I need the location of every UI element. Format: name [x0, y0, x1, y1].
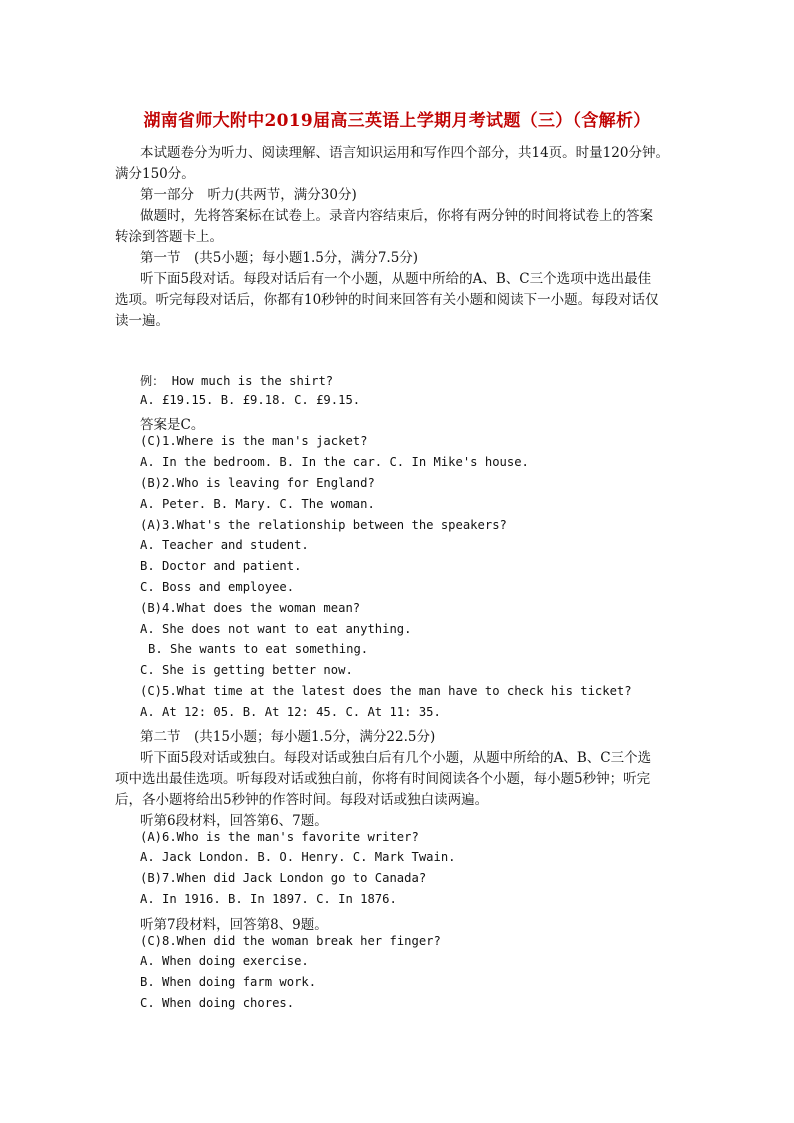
question-8-option-b: B. When doing farm work.: [140, 975, 317, 989]
question-8: (C)8.When did the woman break her finger?: [140, 934, 441, 948]
question-3-option-b: B. Doctor and patient.: [140, 559, 302, 573]
intro-line-1: 本试题卷分为听力、阅读理解、语言知识运用和写作四个部分，共14页。时量120分钟。: [140, 145, 669, 161]
material-7-heading: 听第7段材料，回答第8、9题。: [140, 917, 328, 933]
question-2: (B)2.Who is leaving for England?: [140, 476, 375, 490]
question-3-option-a: A. Teacher and student.: [140, 538, 309, 552]
question-4-option-b: B. She wants to eat something.: [148, 642, 369, 656]
section2-heading: 第二节 (共15小题；每小题1.5分，满分22.5分): [140, 729, 436, 745]
question-1-options: A. In the bedroom. B. In the car. C. In Mike's house.: [140, 455, 529, 469]
question-7-options: A. In 1916. B. In 1897. C. In 1876.: [140, 892, 397, 906]
material-6-heading: 听第6段材料，回答第6、7题。: [140, 813, 328, 829]
question-4: (B)4.What does the woman mean?: [140, 601, 361, 615]
question-7: (B)7.When did Jack London go to Canada?: [140, 871, 427, 885]
section2-instructions-1: 听下面5段对话或独白。每段对话或独白后有几个小题，从题中所给的A、B、C三个选: [140, 750, 652, 766]
question-5: (C)5.What time at the latest does the man have to check his ticket?: [140, 684, 632, 698]
question-3-option-c: C. Boss and employee.: [140, 580, 295, 594]
question-4-option-c: C. She is getting better now.: [140, 663, 353, 677]
intro-line-2: 满分150分。: [115, 166, 195, 182]
question-2-options: A. Peter. B. Mary. C. The woman.: [140, 497, 375, 511]
question-4-option-a: A. She does not want to eat anything.: [140, 622, 412, 636]
example-answer: 答案是C。: [140, 417, 205, 433]
part1-heading: 第一部分 听力(共两节，满分30分): [140, 187, 357, 203]
instructions-line-2: 转涂到答题卡上。: [115, 229, 223, 245]
section2-instructions-3: 后，各小题将给出5秒钟的作答时间。每段对话或独白读两遍。: [115, 792, 489, 808]
question-3: (A)3.What's the relationship between the speakers?: [140, 518, 507, 532]
question-6: (A)6.Who is the man's favorite writer?: [140, 830, 419, 844]
question-1: (C)1.Where is the man's jacket?: [140, 434, 368, 448]
instructions-line-1: 做题时，先将答案标在试卷上。录音内容结束后，你将有两分钟的时间将试卷上的答案: [140, 208, 653, 224]
section1-heading: 第一节 (共5小题；每小题1.5分，满分7.5分): [140, 250, 419, 266]
section1-instructions-2: 选项。听完每段对话后，你都有10秒钟的时间来回答有关小题和阅读下一小题。每段对话仅: [115, 292, 659, 308]
section1-instructions-3: 读一遍。: [115, 313, 169, 329]
document-title: 湖南省师大附中2019届高三英语上学期月考试题（三）（含解析）: [143, 111, 651, 131]
question-6-options: A. Jack London. B. O. Henry. C. Mark Twain.: [140, 850, 456, 864]
question-8-option-a: A. When doing exercise.: [140, 954, 309, 968]
question-8-option-c: C. When doing chores.: [140, 996, 295, 1010]
section1-instructions-1: 听下面5段对话。每段对话后有一个小题，从题中所给的A、B、C三个选项中选出最佳: [140, 271, 652, 287]
question-5-options: A. At 12: 05. B. At 12: 45. C. At 11: 35.: [140, 705, 441, 719]
example-options: A. £19.15. B. £9.18. C. £9.15.: [140, 393, 361, 407]
section2-instructions-2: 项中选出最佳选项。听每段对话或独白前，你将有时间阅读各个小题，每小题5秒钟；听完: [115, 771, 651, 787]
example-question: 例： How much is the shirt?: [140, 374, 334, 388]
